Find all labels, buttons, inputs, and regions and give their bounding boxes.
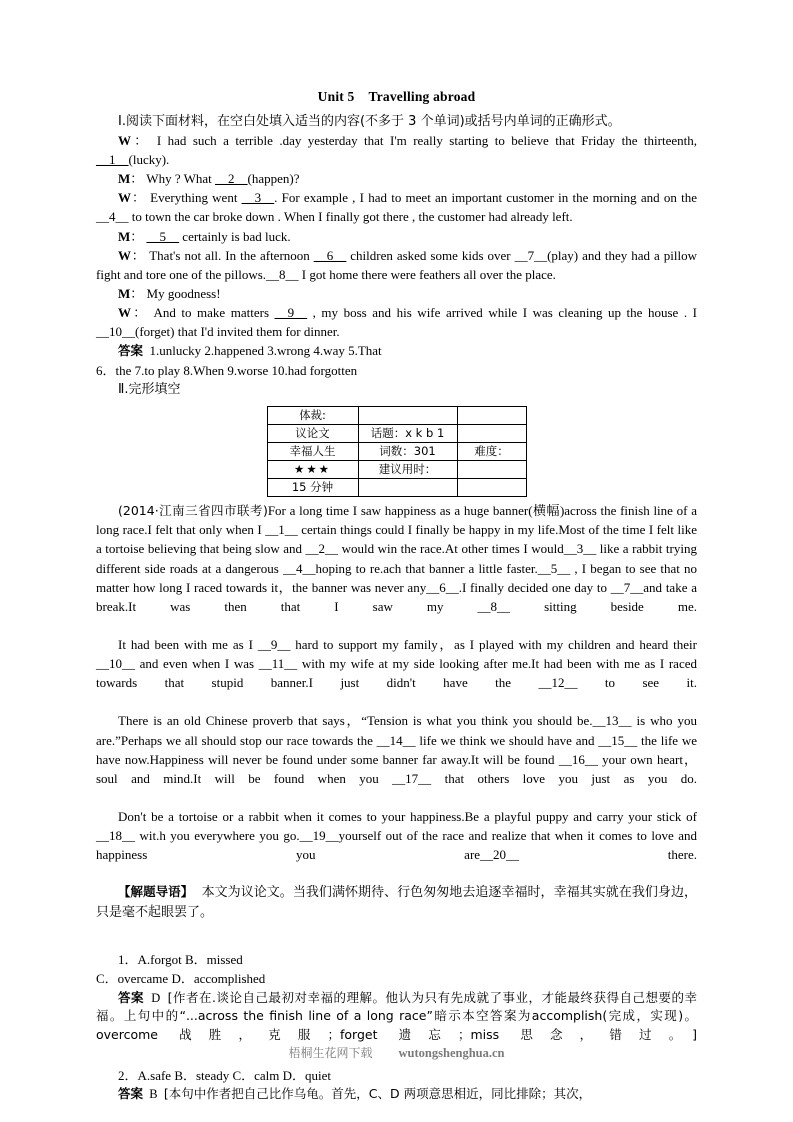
section-one-answers-line-1 [96, 341, 697, 361]
info-table-wrapper [96, 406, 697, 497]
table-row [267, 478, 526, 496]
section-one-answers-line-2 [96, 361, 697, 381]
passage-paragraph-4 [96, 807, 697, 883]
dialogue-text-after: (lucky). [128, 152, 170, 168]
explanation-text: [作者在.谈论自己最初对幸福的理解。他认为只有先成就了事业，才能最终获得自己想要的幸福。上句中的“...across the finish line of a long race”暗示本空答案为accomplish(完成，实现)。overcome 战胜，克服；forget 遗忘；miss 思念，错过。] [96, 989, 698, 1043]
dialogue-text-after: children asked some kids over __7__(play) and they had a pillow fight and tore one of the pillows.__8__ I got home there were feathers all over the place. [96, 247, 697, 282]
speaker-sep: ： [130, 171, 144, 187]
dialogue-line [96, 131, 697, 169]
section-two-heading: Ⅱ.完形填空 [118, 382, 181, 398]
answer-label: 答案 [118, 989, 145, 1005]
passage-text: It had been with me as I __9__ hard to support my family，as I played with my children and heard their __10__ and even when I was __11__ with my wife at my side looking after me.It had been with me as I raced towards that stupid banner.I just didn't have the __12__ to see it. [96, 636, 697, 691]
dialogue-line [96, 169, 697, 188]
table-cell-difficulty-label: 难度： [457, 442, 526, 460]
dialogue-text-after: , my boss and his wife arrived while I was cleaning up the house . I __10__(forget) that I'd invited them for dinner. [96, 304, 697, 340]
speaker-label: W [118, 190, 131, 206]
dialogue-blank: __9__ [274, 304, 308, 320]
dialogue-text-before: Everything went [145, 190, 242, 206]
question-item [96, 1066, 697, 1104]
table-cell-suggested-time-value: 15 分钟 [267, 478, 358, 496]
page-title [96, 88, 697, 107]
question-options: A.forgot B．missed [137, 951, 243, 967]
dialogue-line [96, 188, 697, 226]
table-row [267, 424, 526, 442]
footer-site-name: 梧桐生花网下载 [288, 1046, 373, 1060]
table-cell-difficulty-stars: ★★★ [267, 460, 358, 478]
passage-text: Don't be a tortoise or a rabbit when it comes to your happiness.Be a playful puppy and carry your stick of __18__ wit.h you everywhere you go.__19__yourself out of the race and realize that when it comes to love and happiness you are__20__ there. [96, 808, 697, 863]
passage-text: For a long time I saw happiness as a huge banner(横幅)across the finish line of a long race.I felt that only when I __1__ certain things could I finally be happy in my life.Most of the time I felt like a tortoise believing that being slow and __2__ would win the race.At other times I would__3__ like a rabbit trying different side roads at a dangerous __4__hoping to re.ach that banner a little faster.__5__ , I began to see that no matter how long I raced towards it，the banner was never any__6__.I finally decided one day to __7__and take a break.It was then that I saw my __8__ sitting beside me. [96, 502, 697, 614]
title-topic: Travelling abroad [368, 89, 476, 104]
speaker-sep: ： [131, 133, 151, 148]
speaker-sep: ： [131, 190, 146, 206]
dialogue-line [96, 227, 697, 246]
dialogue-text-before: My goodness! [143, 285, 221, 301]
speaker-label: W [118, 247, 131, 263]
answer-key: B [149, 1087, 158, 1102]
table-row [267, 442, 526, 460]
speaker-label: W [118, 133, 131, 148]
title-unit: Unit 5 [317, 89, 355, 104]
dialogue-blank: __5__ [146, 228, 180, 244]
footer-site-url: wutongshenghua.cn [398, 1046, 505, 1060]
table-cell-topic: 话题：x k b 1 [358, 424, 457, 442]
table-cell-genre-value: 议论文 [267, 424, 358, 442]
answer-label: 答案 [118, 343, 144, 359]
answer-label: 答案 [118, 1086, 144, 1102]
speaker-label: W [118, 304, 131, 320]
table-cell-empty [457, 406, 526, 424]
question-options: A.safe B．steady C．calm D．quiet [137, 1067, 332, 1083]
question-answer-explanation [96, 1085, 697, 1104]
passage-paragraph-1 [96, 501, 697, 635]
dialogue-line [96, 303, 697, 341]
dialogue-text-before: That's not all. In the afternoon [145, 247, 314, 263]
table-cell-empty [358, 406, 457, 424]
passage-info-table [267, 406, 527, 497]
page-footer [0, 1044, 793, 1061]
table-cell-empty [457, 424, 526, 442]
dialogue-line [96, 284, 697, 303]
table-cell-genre-label: 体裁: [267, 406, 358, 424]
dialogue-blank: __2__ [215, 171, 248, 187]
question-number: 1． [118, 951, 138, 967]
spacer [96, 922, 697, 948]
dialogue-text-after: certainly is bad luck. [179, 228, 291, 244]
question-number: 2． [118, 1067, 138, 1083]
speaker-label: M [118, 285, 131, 301]
passage-paragraph-3 [96, 711, 697, 807]
table-cell-empty [457, 460, 526, 478]
table-row [267, 406, 526, 424]
dialogue-text-after: . For example , I had to meet an important customer in the morning and on the __4__ to town the car broke down . When I finally got there , the customer had already left. [96, 190, 697, 225]
table-row [267, 460, 526, 478]
explanation-text: [本句中作者把自己比作乌龟。首先，C、D 两项意思相近，同比排除；其次， [163, 1086, 592, 1102]
speaker-sep: ： [130, 228, 144, 244]
passage-paragraph-2 [96, 635, 697, 711]
section-one-heading: Ⅰ.阅读下面材料，在空白处填入适当的内容(不多于 3 个单词)或括号内单词的正确形式。 [118, 113, 621, 129]
speaker-sep: ： [130, 285, 144, 301]
passage-source: (2014·江南三省四市联考) [118, 502, 268, 518]
speaker-label: M [118, 171, 131, 187]
dialogue-blank: __1__ [96, 152, 129, 168]
question-options-line-1 [96, 1066, 697, 1086]
table-cell-suggested-time-label: 建议用时： [358, 460, 457, 478]
dialogue-line [96, 246, 697, 284]
question-options-line-2 [96, 969, 697, 989]
dialogue-blank: __3__ [241, 190, 275, 206]
answer-values: 1.unlucky 2.happened 3.wrong 4.way 5.That [149, 343, 382, 359]
guide-text: 本文为议论文。当我们满怀期待、行色匆匆地去追逐幸福时，幸福其实就在我们身边，只是毫不起眼罢了。 [96, 885, 697, 920]
dialogue-text-before: And to make matters [148, 304, 275, 320]
speaker-label: M [118, 228, 131, 244]
dialogue-text-after: (happen)? [247, 171, 300, 187]
table-cell-empty [358, 478, 457, 496]
answer-key: D [151, 990, 161, 1005]
question-options-line-1 [96, 950, 697, 970]
guide-label: 【解题导语】 [118, 884, 194, 900]
table-cell-topic-value: 幸福人生 [267, 442, 358, 460]
question-options: C．overcame D．accomplished [96, 971, 266, 987]
answer-values: 6．the 7.to play 8.When 9.worse 10.had forgotten [96, 362, 358, 378]
table-cell-wordcount: 词数：301 [358, 442, 457, 460]
table-cell-empty [457, 478, 526, 496]
passage-text: There is an old Chinese proverb that says，“Tension is what you think you should be.__13__ is who you are.”Perhaps we all should stop our race towards the __14__ life we think we should have and __15__ the life we have now.Happiness will never be found under some banner far away.It will be found __16__ your own heart，soul and mind.It will be found when you __17__ that others love you just as you do. [96, 713, 697, 786]
dialogue-blank: __6__ [313, 247, 347, 263]
guide-paragraph [96, 883, 697, 921]
dialogue-text-before: I had such a terrible .day yesterday that I'm really starting to believe that Friday the thirteenth, [150, 133, 697, 148]
speaker-sep: ： [131, 304, 149, 320]
dialogue-text-before: Why ? What [143, 171, 216, 187]
speaker-sep: ： [131, 247, 146, 263]
